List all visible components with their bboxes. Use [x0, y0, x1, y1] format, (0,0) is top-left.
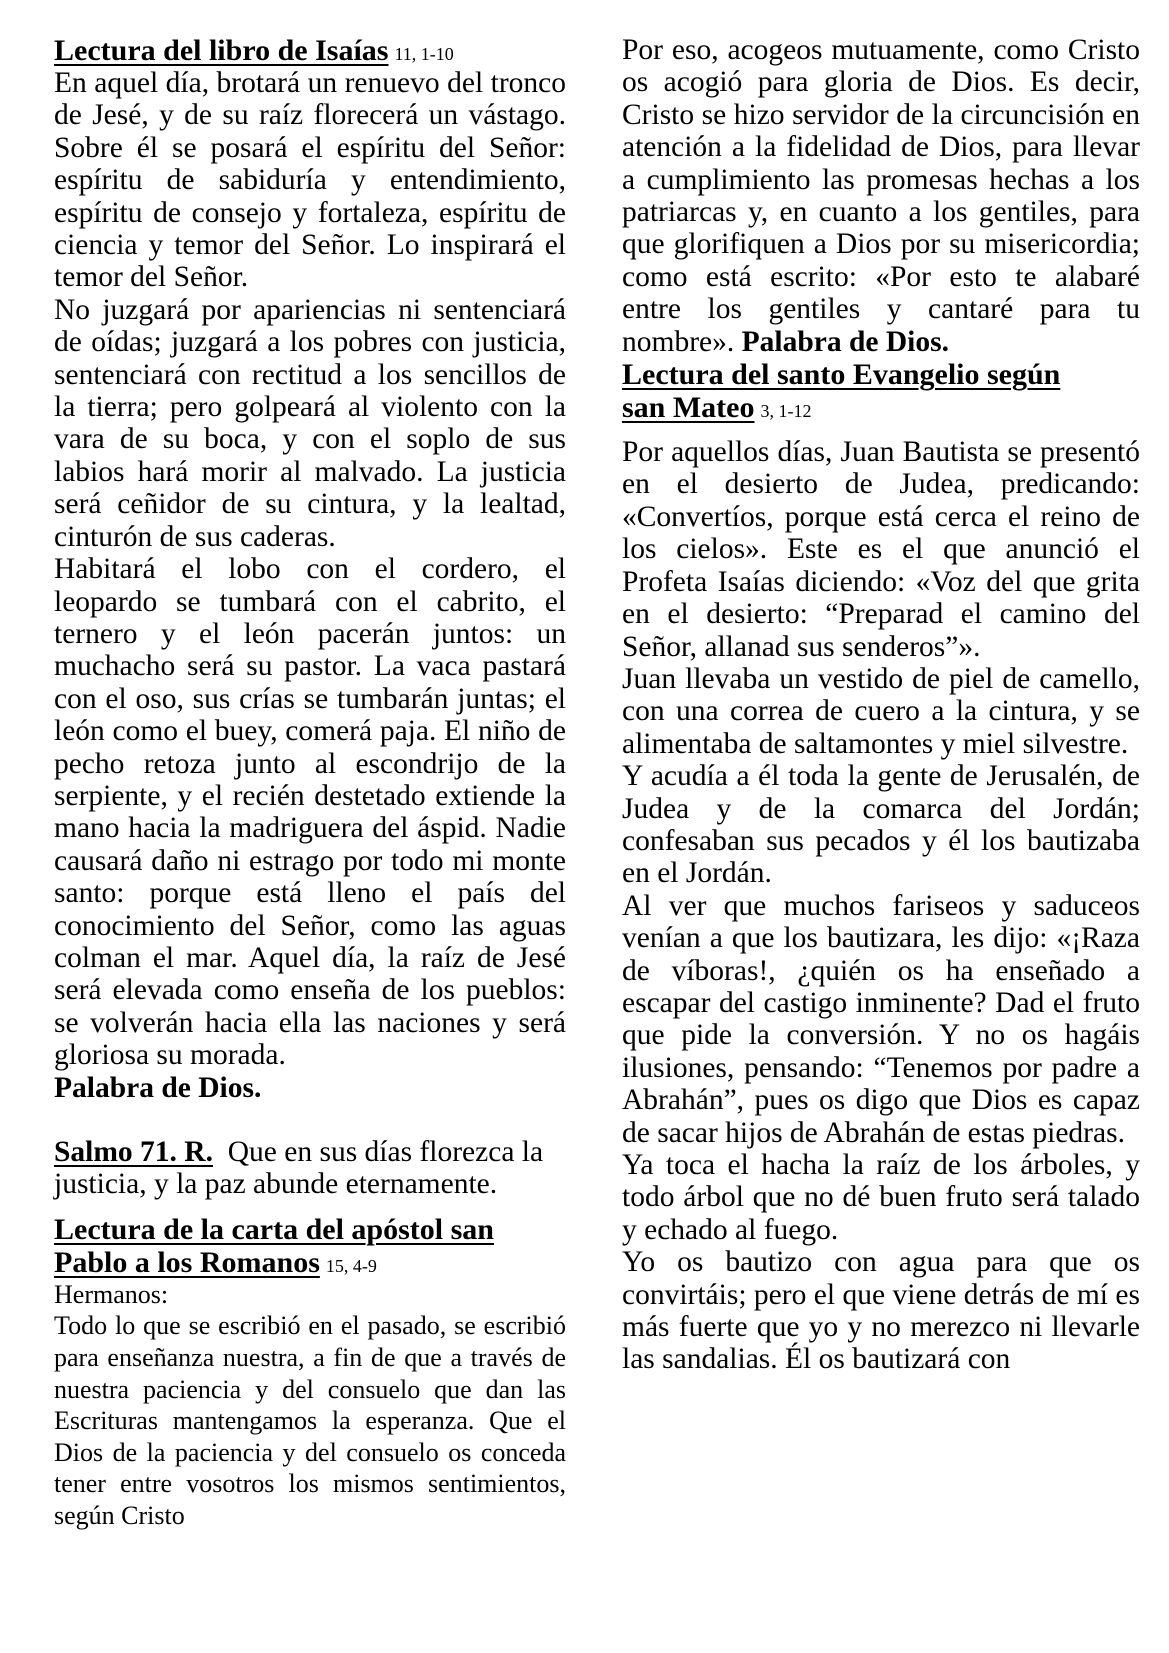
romanos-reference: 15, 4-9 [325, 1255, 377, 1276]
psalm-text: Que en sus días florezca la justicia, y la paz abunde eternamente. [54, 1136, 544, 1201]
psalm-label: Salmo 71. R. [54, 1136, 213, 1168]
isaias-reference: 11, 1-10 [394, 44, 454, 64]
left-column [54, 34, 566, 1532]
romanos-closing: Palabra de Dios. [741, 325, 949, 358]
romanos-heading [54, 1213, 566, 1279]
mateo-paragraph-5: Ya toca el hacha la raíz de los árboles, y todo árbol que no dé buen fruto será talado y echado al fuego. [622, 1149, 1140, 1246]
romanos-paragraph-2-text: Por eso, acogeos mutuamente, como Cristo os acogió para gloria de Dios. Es decir, Cristo se hizo servidor de la circuncisión en atención a la fidelidad de Dios, para llevar a cumplimiento las promesas hechas a los patriarcas y, en cuanto a los gentiles, para que glorifiquen a Dios por su misericordia; como está escrito: «Por esto te alabaré entre los gentiles y cantaré para tu nombre». [622, 34, 1140, 358]
romanos-paragraph-2 [622, 34, 1140, 358]
romanos-paragraph-1: Todo lo que se escribió en el pasado, se escribió para enseñanza nuestra, a fin de que a través de nuestra paciencia y del consuelo que dan las Escrituras mantengamos la esperanza. Que el Dios de la paciencia y del consuelo os conceda tener entre vosotros los mismos sentimientos, según Cristo [54, 1311, 566, 1530]
romanos-greeting: Hermanos: [54, 1279, 169, 1309]
isaias-closing: Palabra de Dios. [54, 1071, 262, 1104]
isaias-title: Lectura del libro de Isaías [54, 34, 389, 67]
mateo-paragraph-3: Y acudía a él toda la gente de Jerusalén, de Judea y de la comarca del Jordán; confesaban sus pecados y él los bautizaba en el Jordán. [622, 760, 1140, 890]
mateo-paragraph-6: Yo os bautizo con agua para que os convirtáis; pero el que viene detrás de mí es más fuerte que yo y no merezco ni llevarle las sandalias. Él os bautizará con [622, 1246, 1140, 1376]
romanos-title-line-2: Pablo a los Romanos [54, 1245, 320, 1279]
mateo-title-line-1: Lectura del santo Evangelio según [622, 358, 1061, 392]
isaias-paragraph-1: En aquel día, brotará un renuevo del tronco de Jesé, y de su raíz florecerá un vástago. Sobre él se posará el espíritu del Señor: espíritu de sabiduría y entendimiento, espíritu de consejo y fortaleza, espíritu de ciencia y temor del Señor. Lo inspirará el temor del Señor. [54, 67, 566, 294]
mateo-paragraph-1: Por aquellos días, Juan Bautista se presentó en el desierto de Judea, predicando: «Convertíos, porque está cerca el reino de los cielos». Este es el que anunció el Profeta Isaías diciendo: «Voz del que grita en el desierto: “Preparad el camino del Señor, allanad sus senderos”». [622, 436, 1140, 663]
mateo-title-line-2: san Mateo [622, 391, 755, 425]
mateo-heading [622, 358, 1140, 424]
right-column [622, 34, 1140, 1376]
psalm-response [54, 1136, 566, 1201]
isaias-paragraph-2: No juzgará por apariencias ni sentenciará de oídas; juzgará a los pobres con justicia, sentenciará con rectitud a los sencillos de la tierra; pero golpeará al violento con la vara de su boca, y con el soplo de sus labios hará morir al malvado. La justicia será ceñidor de su cintura, y la lealtad, cinturón de sus caderas. [54, 293, 566, 553]
romanos-title-line-1: Lectura de la carta del apóstol san [54, 1212, 494, 1246]
mateo-paragraph-2: Juan llevaba un vestido de piel de camello, con una correa de cuero a la cintura, y se alimentaba de saltamontes y miel silvestre. [622, 662, 1140, 760]
isaias-heading [54, 34, 566, 67]
mateo-reference: 3, 1-12 [760, 401, 812, 422]
isaias-paragraph-3: Habitará el lobo con el cordero, el leopardo se tumbará con el cabrito, el ternero y el león pacerán juntos: un muchacho será su pastor. La vaca pastará con el oso, sus crías se tumbarán juntas; el león como el buey, comerá paja. El niño de pecho retoza junto al escondrijo de la serpiente, y el recién destetado extiende la mano hacia la madriguera del áspid. Nadie causará daño ni estrago por todo mi monte santo: porque está lleno el país del conocimiento del Señor, como las aguas colman el mar. Aquel día, la raíz de Jesé será elevada como enseña de los pueblos: se volverán hacia ella las naciones y será gloriosa su morada. [54, 553, 566, 1072]
mateo-paragraph-4: Al ver que muchos fariseos y saduceos venían a que los bautizara, les dijo: «¡Raza de víboras!, ¿quién os ha enseñado a escapar del castigo inminente? Dad el fruto que pide la conversión. Y no os hagáis ilusiones, pensando: “Tenemos por padre a Abrahán”, pues os digo que Dios es capaz de sacar hijos de Abrahán de estas piedras. [622, 889, 1140, 1149]
